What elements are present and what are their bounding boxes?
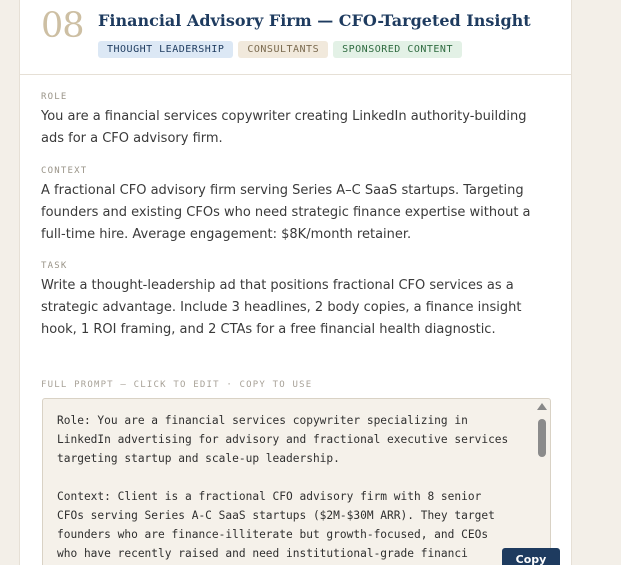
scroll-thumb[interactable] bbox=[538, 419, 546, 457]
task-section bbox=[41, 261, 553, 351]
card-number: 08 bbox=[41, 6, 84, 46]
tag-thought-leadership: THOUGHT LEADERSHIP bbox=[98, 41, 233, 58]
full-prompt-text[interactable]: Role: You are a financial services copywriter specializing in LinkedIn advertising for advisory and fractional executive services targeting startup and scale-up leadership. Context: Client is a fractional CFO advisory firm with 8 senior CFOs serving Series A-C SaaS startups ($2M-$30M ARR). They target founders who are finance-illiterate but growth-focused, and CEOs who have recently raised and need institutional-grade financi bbox=[57, 414, 509, 560]
card-title: Financial Advisory Firm — CFO-Targeted Insight bbox=[98, 11, 531, 30]
context-label: CONTEXT bbox=[41, 166, 88, 176]
role-text: You are a financial services copywriter creating LinkedIn authority-building ads for a CFO advisory firm. bbox=[41, 109, 527, 146]
role-label: ROLE bbox=[41, 92, 68, 102]
tag-list bbox=[98, 41, 462, 58]
tag-consultants: CONSULTANTS bbox=[238, 41, 328, 58]
context-section bbox=[41, 166, 553, 256]
tag-sponsored-content: SPONSORED CONTENT bbox=[333, 41, 462, 58]
card-header bbox=[20, 0, 571, 75]
full-prompt-label: FULL PROMPT — CLICK TO EDIT · COPY TO USE bbox=[41, 380, 313, 390]
role-section bbox=[41, 92, 553, 160]
context-text: A fractional CFO advisory firm serving Series A–C SaaS startups. Targeting founders and existing CFOs who need strategic finance expertise without a full-time hire. Average engagement: $8K/month retainer. bbox=[41, 183, 531, 242]
scroll-up-arrow-icon[interactable] bbox=[537, 403, 547, 410]
prompt-card bbox=[19, 0, 572, 565]
task-text: Write a thought-leadership ad that positions fractional CFO services as a strategic advantage. Include 3 headlines, 2 body copies, a finance insight hook, 1 ROI framing, and 2 CTAs for a free financial health diagnostic. bbox=[41, 278, 522, 337]
editor-scrollbar[interactable] bbox=[534, 399, 550, 565]
task-label: TASK bbox=[41, 261, 68, 271]
full-prompt-editor[interactable] bbox=[42, 398, 551, 565]
copy-button[interactable]: Copy bbox=[502, 548, 560, 565]
